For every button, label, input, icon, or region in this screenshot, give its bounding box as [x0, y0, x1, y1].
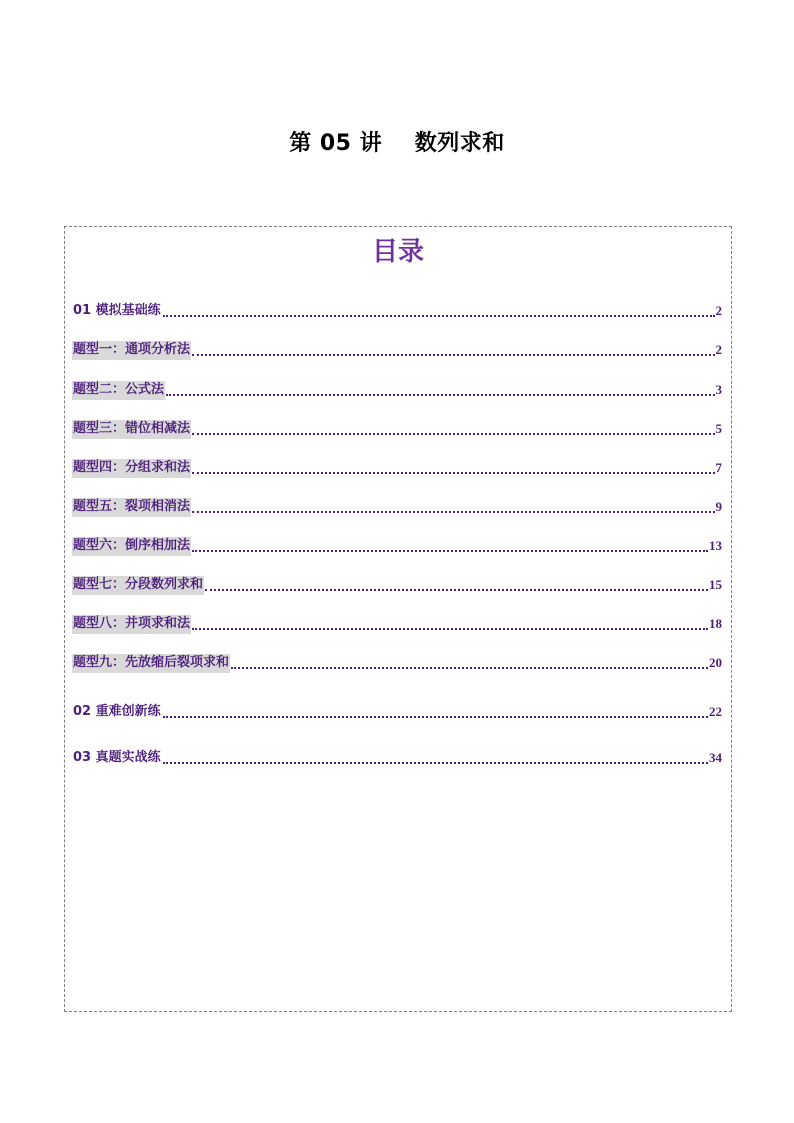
toc-entry-label: 题型六：倒序相加法	[72, 537, 191, 556]
dot-leader	[163, 315, 715, 317]
toc-page-number: 7	[715, 460, 722, 475]
toc-page-number: 20	[709, 655, 722, 670]
toc-entry-type-1[interactable]	[72, 340, 722, 360]
dot-leader	[231, 667, 708, 669]
dot-leader	[205, 589, 708, 591]
toc-entry-type-4[interactable]	[72, 458, 722, 478]
dot-leader	[192, 628, 708, 630]
dot-leader	[192, 550, 708, 552]
toc-entry-type-3[interactable]	[72, 419, 722, 439]
toc-entry-label: 题型五：裂项相消法	[72, 498, 191, 517]
toc-entry-basic-practice[interactable]	[72, 301, 722, 321]
toc-entry-label: 02 重难创新练	[73, 704, 161, 719]
dot-leader	[163, 762, 708, 764]
toc-entry-label: 题型七：分段数列求和	[72, 576, 204, 595]
dot-leader	[163, 716, 708, 718]
toc-page-number: 15	[709, 577, 722, 592]
toc-entry-type-9[interactable]	[72, 653, 722, 673]
dot-leader	[192, 511, 714, 513]
dot-leader	[166, 394, 714, 396]
toc-entry-type-6[interactable]	[72, 536, 722, 556]
toc-page-number: 5	[715, 421, 722, 436]
toc-entry-label: 题型四：分组求和法	[72, 459, 191, 478]
dot-leader	[192, 354, 714, 356]
toc-entry-label: 题型八：并项求和法	[72, 615, 191, 634]
toc-page-number: 2	[715, 342, 722, 357]
toc-page-number: 22	[709, 704, 722, 719]
toc-entry-type-5[interactable]	[72, 497, 722, 517]
dot-leader	[192, 433, 714, 435]
dot-leader	[192, 472, 714, 474]
toc-entry-label: 题型九：先放缩后裂项求和	[72, 654, 230, 673]
page-title: 第 05 讲 数列求和	[289, 131, 505, 156]
toc-page-number: 3	[715, 382, 722, 397]
toc-entry-advanced-practice[interactable]	[72, 702, 722, 722]
toc-entry-type-7[interactable]	[72, 575, 722, 595]
toc-entry-label: 03 真题实战练	[73, 750, 161, 765]
toc-entry-real-exam-practice[interactable]	[72, 748, 722, 768]
toc-entry-label: 题型一：通项分析法	[72, 341, 191, 360]
table-of-contents	[64, 226, 732, 1012]
toc-page-number: 34	[709, 750, 722, 765]
toc-entry-type-2[interactable]	[72, 380, 722, 400]
toc-heading: 目录	[371, 237, 424, 267]
toc-page-number: 9	[715, 499, 722, 514]
toc-page-number: 18	[709, 616, 722, 631]
toc-entry-label: 题型三：错位相减法	[72, 420, 191, 439]
toc-entry-label: 01 模拟基础练	[73, 303, 161, 318]
toc-entry-type-8[interactable]	[72, 614, 722, 634]
toc-page-number: 2	[715, 303, 722, 318]
toc-page-number: 13	[709, 538, 722, 553]
toc-entry-label: 题型二：公式法	[72, 381, 165, 400]
